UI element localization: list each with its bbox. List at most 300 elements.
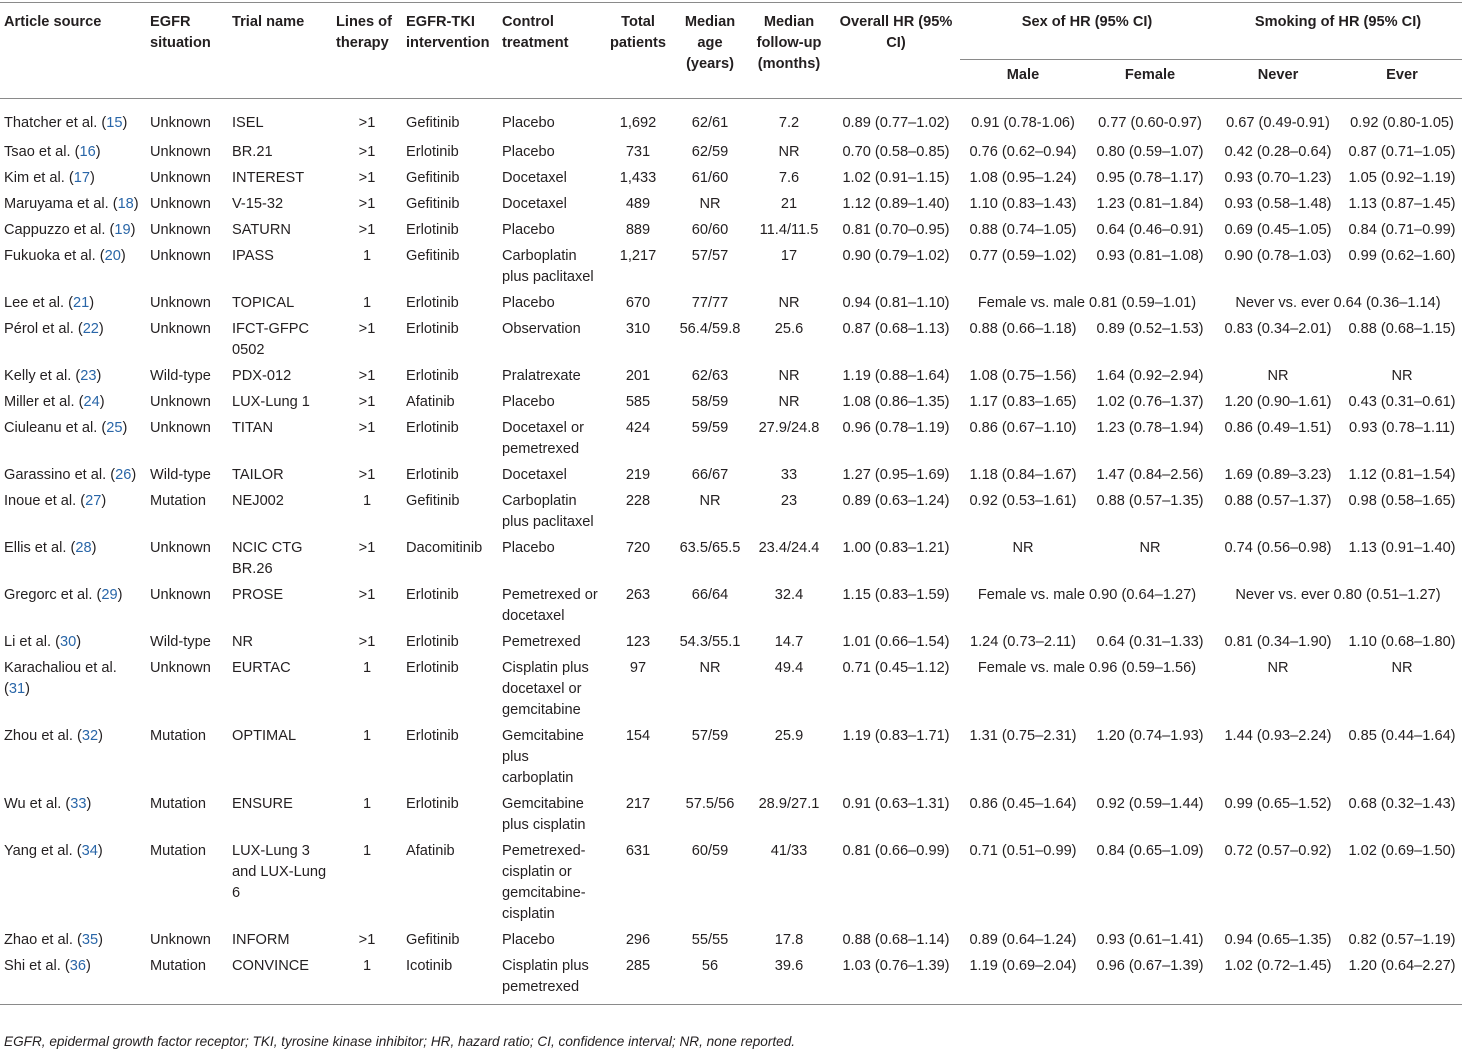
cell-egfr-tki: Erlotinib	[406, 796, 459, 812]
cell-trial-name: SATURN	[232, 222, 291, 238]
cell-overall-hr: 1.08 (0.86–1.35)	[842, 394, 950, 410]
reference-link[interactable]: 17	[73, 170, 90, 186]
cell-male-hr: 0.88 (0.66–1.18)	[969, 321, 1077, 337]
cell-median-age: NR	[699, 660, 721, 676]
cell-control-treatment: Carboplatin plus paclitaxel	[502, 493, 594, 530]
cell-total-patients: 720	[625, 540, 651, 556]
cell-lines-of-therapy: >1	[358, 634, 376, 650]
cell-total-patients: 296	[625, 932, 651, 948]
cell-ever-hr: 0.43 (0.31–0.61)	[1348, 394, 1456, 410]
cell-egfr-situation: Unknown	[150, 932, 211, 948]
header-egfr-situation: EGFR situation	[146, 3, 228, 99]
cell-median-age: 66/64	[691, 587, 729, 603]
cell-median-followup: 14.7	[774, 634, 804, 650]
cell-lines-of-therapy: 1	[362, 660, 372, 676]
cell-ever-hr: 0.92 (0.80-1.05)	[1350, 115, 1454, 131]
cell-article-source: Garassino et al. (26)	[4, 467, 137, 483]
cell-control-treatment: Gemcitabine plus cisplatin	[502, 796, 586, 833]
cell-total-patients: 670	[625, 295, 651, 311]
cell-control-treatment: Placebo	[502, 222, 555, 238]
cell-article-source: Lee et al. (21)	[4, 295, 95, 311]
header-never: Never	[1214, 60, 1342, 99]
cell-article-source: Zhao et al. (35)	[4, 932, 103, 948]
cell-overall-hr: 0.71 (0.45–1.12)	[842, 660, 950, 676]
cell-egfr-tki: Gefitinib	[406, 248, 460, 264]
cell-control-treatment: Docetaxel or pemetrexed	[502, 420, 584, 457]
table-row	[0, 99, 1462, 135]
cell-female-hr: 0.93 (0.81–1.08)	[1096, 248, 1204, 264]
table-row	[0, 486, 1462, 533]
cell-egfr-tki: Erlotinib	[406, 467, 459, 483]
cell-total-patients: 228	[625, 493, 651, 509]
cell-median-age: 63.5/65.5	[679, 540, 741, 556]
cell-article-source: Thatcher et al. (15)	[4, 115, 128, 131]
reference-link[interactable]: 23	[80, 368, 97, 384]
cell-female-hr: 1.23 (0.78–1.94)	[1096, 420, 1204, 436]
cell-trial-name: NCIC CTG BR.26	[232, 540, 303, 577]
cell-never-hr: 0.74 (0.56–0.98)	[1224, 540, 1332, 556]
cell-control-treatment: Placebo	[502, 932, 555, 948]
cell-egfr-tki: Erlotinib	[406, 295, 459, 311]
cell-male-hr: 0.77 (0.59–1.02)	[969, 248, 1077, 264]
cell-overall-hr: 1.27 (0.95–1.69)	[842, 467, 950, 483]
cell-median-age: 57/59	[691, 728, 729, 744]
table-row	[0, 215, 1462, 241]
cell-egfr-tki: Gefitinib	[406, 493, 460, 509]
cell-median-age: 57/57	[691, 248, 729, 264]
cell-median-followup: 7.6	[778, 170, 800, 186]
cell-control-treatment: Placebo	[502, 295, 555, 311]
cell-egfr-situation: Unknown	[150, 660, 211, 676]
reference-link[interactable]: 25	[106, 420, 123, 436]
cell-lines-of-therapy: >1	[358, 196, 376, 212]
reference-link[interactable]: 32	[81, 728, 99, 744]
cell-median-followup: 27.9/24.8	[758, 420, 820, 436]
cell-ever-hr: 1.05 (0.92–1.19)	[1348, 170, 1456, 186]
cell-control-treatment: Pemetrexed-cisplatin or gemcitabine-cisplatin	[502, 843, 586, 922]
cell-never-hr: 0.81 (0.34–1.90)	[1224, 634, 1332, 650]
cell-total-patients: 1,433	[619, 170, 657, 186]
cell-total-patients: 263	[625, 587, 651, 603]
cell-egfr-situation: Mutation	[150, 728, 206, 744]
cell-male-hr: 0.89 (0.64–1.24)	[969, 932, 1077, 948]
cell-female-hr: 0.92 (0.59–1.44)	[1096, 796, 1204, 812]
cell-article-source: Miller et al. (24)	[4, 394, 105, 410]
cell-lines-of-therapy: >1	[358, 115, 376, 131]
cell-lines-of-therapy: 1	[332, 951, 402, 1005]
cell-article-source: Kelly et al. (23)	[4, 368, 102, 384]
cell-female-hr: 0.96 (0.67–1.39)	[1086, 951, 1214, 1005]
cell-egfr-situation: Unknown	[150, 295, 211, 311]
cell-never-hr: 0.93 (0.58–1.48)	[1224, 196, 1332, 212]
cell-never-hr: 0.88 (0.57–1.37)	[1224, 493, 1332, 509]
cell-lines-of-therapy: >1	[358, 932, 376, 948]
cell-female-hr: 0.84 (0.65–1.09)	[1096, 843, 1204, 859]
cell-ever-hr: 0.84 (0.71–0.99)	[1348, 222, 1456, 238]
author-text: Zhao et al.	[4, 932, 73, 948]
cell-median-followup: 7.2	[778, 115, 800, 131]
header-median-followup: Median follow-up (months)	[746, 3, 832, 99]
cell-trial-name: INFORM	[232, 932, 290, 948]
cell-article-source: Ciuleanu et al. (25)	[4, 420, 128, 436]
cell-egfr-situation: Unknown	[150, 170, 211, 186]
cell-never-hr: 0.93 (0.70–1.23)	[1224, 170, 1332, 186]
author-text: Karachaliou et al.	[4, 660, 117, 676]
cell-male-hr: 0.86 (0.45–1.64)	[969, 796, 1077, 812]
cell-sex-hr-combined: Female vs. male 0.81 (0.59–1.01)	[977, 295, 1197, 311]
cell-median-followup: 39.6	[746, 951, 832, 1005]
cell-article-source: Zhou et al. (32)	[4, 728, 103, 744]
reference-link[interactable]: 24	[83, 394, 100, 410]
cell-female-hr: 0.64 (0.46–0.91)	[1096, 222, 1204, 238]
table-row	[0, 925, 1462, 951]
cell-median-age: 62/59	[691, 144, 729, 160]
table-row	[0, 533, 1462, 580]
cell-article-source: Karachaliou et al. (31)	[4, 660, 117, 697]
table-row	[0, 721, 1462, 789]
cell-overall-hr: 0.96 (0.78–1.19)	[842, 420, 950, 436]
cell-male-hr: 0.71 (0.51–0.99)	[969, 843, 1077, 859]
reference-link[interactable]: 33	[70, 796, 87, 812]
cell-trial-name: ISEL	[232, 115, 264, 131]
author-text: Kelly et al.	[4, 368, 72, 384]
header-overall-hr: Overall HR (95% CI)	[832, 3, 960, 99]
cell-control-treatment: Gemcitabine plus carboplatin	[502, 728, 584, 786]
author-text: Gregorc et al.	[4, 587, 93, 603]
reference-link[interactable]: 29	[101, 587, 118, 603]
table-row	[0, 134, 1462, 163]
reference-link[interactable]: 16	[79, 144, 96, 160]
reference-link[interactable]: 20	[104, 248, 121, 264]
cell-trial-name: BR.21	[232, 144, 273, 160]
cell-article-source: Ellis et al. (28)	[4, 540, 97, 556]
cell-egfr-tki: Erlotinib	[406, 321, 459, 337]
cell-overall-hr: 0.81 (0.66–0.99)	[842, 843, 950, 859]
cell-lines-of-therapy: >1	[358, 420, 376, 436]
cell-total-patients: 123	[625, 634, 651, 650]
reference-link[interactable]: 27	[85, 493, 102, 509]
cell-male-hr: 1.31 (0.75–2.31)	[969, 728, 1077, 744]
cell-egfr-tki: Gefitinib	[406, 115, 460, 131]
cell-total-patients: 219	[625, 467, 651, 483]
cell-egfr-tki: Erlotinib	[406, 660, 459, 676]
author-text: Yang et al.	[4, 843, 73, 859]
table-row	[0, 241, 1462, 288]
table-row	[0, 163, 1462, 189]
cell-egfr-tki: Erlotinib	[406, 222, 459, 238]
cell-overall-hr: 0.91 (0.63–1.31)	[842, 796, 950, 812]
table-header	[0, 3, 1462, 99]
cell-egfr-situation: Unknown	[150, 321, 211, 337]
reference-link[interactable]: 34	[81, 843, 98, 859]
cell-male-hr: 0.91 (0.78-1.06)	[971, 115, 1075, 131]
author-text: Kim et al.	[4, 170, 65, 186]
cell-median-followup: NR	[778, 394, 800, 410]
cell-total-patients: 489	[625, 196, 651, 212]
cell-overall-hr: 0.70 (0.58–0.85)	[842, 144, 950, 160]
cell-median-followup: 33	[780, 467, 798, 483]
cell-egfr-situation: Unknown	[150, 587, 211, 603]
cell-control-treatment: Placebo	[502, 394, 555, 410]
cell-median-followup: 41/33	[770, 843, 808, 859]
cell-article-source: Kim et al. (17)	[4, 170, 95, 186]
cell-article-source: Yang et al. (34)	[4, 843, 103, 859]
cell-total-patients: 97	[629, 660, 647, 676]
cell-female-hr: 0.89 (0.52–1.53)	[1096, 321, 1204, 337]
cell-egfr-situation: Wild-type	[150, 368, 211, 384]
header-ever: Ever	[1342, 60, 1462, 99]
cell-egfr-situation: Wild-type	[150, 467, 211, 483]
cell-overall-hr: 1.12 (0.89–1.40)	[842, 196, 950, 212]
cell-overall-hr: 0.94 (0.81–1.10)	[842, 295, 950, 311]
cell-article-source: Wu et al. (33)	[4, 796, 92, 812]
cell-male-hr: 1.24 (0.73–2.11)	[969, 634, 1077, 650]
cell-sex-hr-combined: Female vs. male 0.90 (0.64–1.27)	[977, 587, 1197, 603]
cell-overall-hr: 0.88 (0.68–1.14)	[842, 932, 950, 948]
cell-control-treatment: Carboplatin plus paclitaxel	[502, 248, 594, 285]
reference-link[interactable]: 18	[117, 196, 134, 212]
cell-never-hr: 0.99 (0.65–1.52)	[1224, 796, 1332, 812]
cell-ever-hr: NR	[1391, 660, 1413, 676]
author-text: Tsao et al.	[4, 144, 71, 160]
cell-egfr-tki: Gefitinib	[406, 170, 460, 186]
cell-ever-hr: NR	[1391, 368, 1413, 384]
table-row	[0, 189, 1462, 215]
reference-link[interactable]: 31	[8, 681, 26, 697]
cell-article-source: Cappuzzo et al. (19)	[4, 222, 136, 238]
cell-article-source: Tsao et al. (16)	[4, 144, 101, 160]
table-row	[0, 288, 1462, 314]
cell-male-hr: 1.18 (0.84–1.67)	[969, 467, 1077, 483]
cell-total-patients: 424	[625, 420, 651, 436]
cell-female-hr: 1.02 (0.76–1.37)	[1096, 394, 1204, 410]
cell-lines-of-therapy: >1	[358, 368, 376, 384]
cell-median-followup: 11.4/11.5	[759, 222, 819, 238]
cell-never-hr: 0.42 (0.28–0.64)	[1224, 144, 1332, 160]
cell-article-source: Li et al. (30)	[4, 634, 82, 650]
cell-lines-of-therapy: >1	[358, 394, 376, 410]
header-median-age: Median age (years)	[674, 3, 746, 99]
cell-overall-hr: 1.03 (0.76–1.39)	[832, 951, 960, 1005]
author-text: Pérol et al.	[4, 321, 74, 337]
cell-total-patients: 585	[625, 394, 651, 410]
cell-egfr-tki: Erlotinib	[406, 634, 459, 650]
cell-smoking-hr-combined: Never vs. ever 0.64 (0.36–1.14)	[1235, 295, 1441, 311]
cell-female-hr: 1.64 (0.92–2.94)	[1096, 368, 1204, 384]
cell-median-followup: NR	[778, 368, 800, 384]
cell-lines-of-therapy: >1	[358, 144, 376, 160]
table-row	[0, 361, 1462, 387]
cell-egfr-situation: Unknown	[150, 144, 211, 160]
cell-never-hr: 0.83 (0.34–2.01)	[1224, 321, 1332, 337]
cell-never-hr: 0.67 (0.49-0.91)	[1226, 115, 1330, 131]
reference-link[interactable]: 22	[82, 321, 99, 337]
cell-smoking-hr-combined: Never vs. ever 0.80 (0.51–1.27)	[1235, 587, 1441, 603]
cell-lines-of-therapy: 1	[362, 295, 372, 311]
cell-trial-name: OPTIMAL	[232, 728, 297, 744]
author-text: Miller et al.	[4, 394, 75, 410]
cell-trial-name: NEJ002	[232, 493, 284, 509]
cell-ever-hr: 1.12 (0.81–1.54)	[1348, 467, 1456, 483]
cell-article-source: Inoue et al. (27)	[4, 493, 107, 509]
trials-table	[0, 2, 1462, 1005]
cell-never-hr: NR	[1267, 368, 1289, 384]
cell-median-age: NR	[699, 196, 721, 212]
cell-female-hr: 0.80 (0.59–1.07)	[1096, 144, 1204, 160]
cell-article-source: Fukuoka et al. (20)	[4, 248, 126, 264]
table-row	[0, 836, 1462, 925]
cell-ever-hr: 0.98 (0.58–1.65)	[1348, 493, 1456, 509]
cell-trial-name: LUX-Lung 1	[232, 394, 310, 410]
cell-overall-hr: 1.01 (0.66–1.54)	[842, 634, 950, 650]
table-row	[0, 580, 1462, 627]
reference-link[interactable]: 28	[75, 540, 92, 556]
cell-trial-name: TITAN	[232, 420, 274, 436]
cell-control-treatment: Pemetrexed	[502, 634, 581, 650]
cell-control-treatment: Cisplatin plus pemetrexed	[498, 951, 602, 1005]
cell-median-age: 56.4/59.8	[679, 321, 741, 337]
reference-link[interactable]: 36	[69, 958, 86, 974]
cell-total-patients: 285	[602, 951, 674, 1005]
author-text: Li et al.	[4, 634, 52, 650]
table-row	[0, 789, 1462, 836]
cell-total-patients: 217	[625, 796, 651, 812]
cell-lines-of-therapy: >1	[358, 222, 376, 238]
cell-overall-hr: 0.89 (0.77–1.02)	[842, 115, 950, 131]
cell-trial-name: TOPICAL	[232, 295, 295, 311]
cell-median-age: 62/61	[691, 115, 729, 131]
cell-ever-hr: 1.10 (0.68–1.80)	[1348, 634, 1456, 650]
cell-female-hr: 1.23 (0.81–1.84)	[1096, 196, 1204, 212]
author-text: Garassino et al.	[4, 467, 107, 483]
cell-lines-of-therapy: 1	[362, 728, 372, 744]
cell-female-hr: 1.47 (0.84–2.56)	[1096, 467, 1204, 483]
cell-egfr-situation: Mutation	[146, 951, 228, 1005]
cell-ever-hr: 1.13 (0.87–1.45)	[1348, 196, 1456, 212]
cell-median-followup: NR	[778, 144, 800, 160]
cell-control-treatment: Pemetrexed or docetaxel	[502, 587, 598, 624]
cell-never-hr: 1.02 (0.72–1.45)	[1214, 951, 1342, 1005]
cell-median-age: 54.3/55.1	[679, 634, 741, 650]
cell-male-hr: 0.88 (0.74–1.05)	[969, 222, 1077, 238]
author-text: Fukuoka et al.	[4, 248, 96, 264]
cell-male-hr: 0.76 (0.62–0.94)	[969, 144, 1077, 160]
cell-control-treatment: Pralatrexate	[502, 368, 581, 384]
author-text: Wu et al.	[4, 796, 62, 812]
cell-overall-hr: 0.89 (0.63–1.24)	[842, 493, 950, 509]
table-row	[0, 387, 1462, 413]
cell-egfr-situation: Unknown	[150, 394, 211, 410]
cell-control-treatment: Placebo	[502, 144, 555, 160]
table-row	[0, 314, 1462, 361]
cell-article-source: Maruyama et al. (18)	[4, 196, 139, 212]
header-trial-name: Trial name	[228, 3, 332, 99]
cell-female-hr: 0.95 (0.78–1.17)	[1096, 170, 1204, 186]
cell-lines-of-therapy: >1	[358, 321, 376, 337]
cell-female-hr: 0.77 (0.60-0.97)	[1098, 115, 1202, 131]
cell-egfr-situation: Unknown	[150, 540, 211, 556]
cell-trial-name: TAILOR	[232, 467, 284, 483]
author-text: Inoue et al.	[4, 493, 77, 509]
cell-overall-hr: 1.19 (0.88–1.64)	[842, 368, 950, 384]
cell-lines-of-therapy: 1	[362, 248, 372, 264]
cell-median-age: 60/59	[691, 843, 729, 859]
cell-total-patients: 154	[625, 728, 651, 744]
cell-median-followup: 49.4	[774, 660, 804, 676]
cell-overall-hr: 0.90 (0.79–1.02)	[842, 248, 950, 264]
cell-egfr-tki: Icotinib	[402, 951, 498, 1005]
reference-link[interactable]: 26	[115, 467, 132, 483]
cell-trial-name: LUX-Lung 3 and LUX-Lung 6	[232, 843, 327, 901]
cell-egfr-situation: Mutation	[150, 796, 206, 812]
cell-male-hr: NR	[1012, 540, 1034, 556]
cell-median-followup: 17.8	[774, 932, 804, 948]
cell-male-hr: 1.08 (0.95–1.24)	[969, 170, 1077, 186]
cell-egfr-situation: Unknown	[150, 115, 211, 131]
table-row	[0, 460, 1462, 486]
author-text: Shi et al.	[4, 958, 61, 974]
cell-control-treatment: Docetaxel	[502, 196, 567, 212]
cell-trial-name: INTEREST	[232, 170, 305, 186]
cell-trial-name: ENSURE	[232, 796, 293, 812]
cell-median-followup: 17	[780, 248, 798, 264]
cell-lines-of-therapy: >1	[358, 587, 376, 603]
cell-female-hr: 1.20 (0.74–1.93)	[1096, 728, 1204, 744]
header-smoking-hr: Smoking of HR (95% CI)	[1214, 3, 1462, 60]
author-text: Maruyama et al.	[4, 196, 109, 212]
cell-control-treatment: Placebo	[502, 540, 555, 556]
cell-egfr-situation: Unknown	[150, 222, 211, 238]
table-footnote: EGFR, epidermal growth factor receptor; TKI, tyrosine kinase inhibitor; HR, hazard ratio; CI, confidence interval; NR, none reported.	[4, 1034, 796, 1049]
reference-link[interactable]: 15	[106, 115, 123, 131]
reference-link[interactable]: 30	[59, 634, 77, 650]
cell-median-followup: 21	[780, 196, 798, 212]
cell-never-hr: 0.90 (0.78–1.03)	[1224, 248, 1332, 264]
cell-overall-hr: 0.87 (0.68–1.13)	[842, 321, 950, 337]
cell-total-patients: 310	[625, 321, 651, 337]
cell-total-patients: 201	[625, 368, 651, 384]
cell-female-hr: 0.93 (0.61–1.41)	[1096, 932, 1204, 948]
cell-median-age: 60/60	[691, 222, 729, 238]
cell-male-hr: 1.10 (0.83–1.43)	[969, 196, 1077, 212]
cell-total-patients: 631	[625, 843, 651, 859]
cell-total-patients: 1,692	[619, 115, 657, 131]
reference-link[interactable]: 35	[81, 932, 99, 948]
reference-link[interactable]: 21	[72, 295, 90, 311]
cell-overall-hr: 1.15 (0.83–1.59)	[842, 587, 950, 603]
cell-never-hr: 1.44 (0.93–2.24)	[1224, 728, 1332, 744]
cell-control-treatment: Cisplatin plus docetaxel or gemcitabine	[502, 660, 589, 718]
header-control-treatment: Control treatment	[498, 3, 602, 99]
cell-egfr-tki: Erlotinib	[406, 144, 459, 160]
cell-median-age: 66/67	[691, 467, 729, 483]
cell-control-treatment: Placebo	[502, 115, 555, 131]
reference-link[interactable]: 19	[114, 222, 131, 238]
cell-ever-hr: 0.82 (0.57–1.19)	[1348, 932, 1456, 948]
cell-lines-of-therapy: 1	[362, 843, 372, 859]
cell-egfr-situation: Unknown	[150, 196, 211, 212]
cell-article-source: Pérol et al. (22)	[4, 321, 104, 337]
cell-overall-hr: 1.19 (0.83–1.71)	[842, 728, 950, 744]
cell-female-hr: NR	[1139, 540, 1161, 556]
cell-ever-hr: 1.02 (0.69–1.50)	[1348, 843, 1456, 859]
author-text: Thatcher et al.	[4, 115, 98, 131]
cell-never-hr: 0.94 (0.65–1.35)	[1224, 932, 1332, 948]
cell-egfr-tki: Afatinib	[406, 843, 455, 859]
cell-ever-hr: 0.88 (0.68–1.15)	[1348, 321, 1456, 337]
table-row	[0, 653, 1462, 721]
cell-egfr-tki: Erlotinib	[406, 368, 459, 384]
